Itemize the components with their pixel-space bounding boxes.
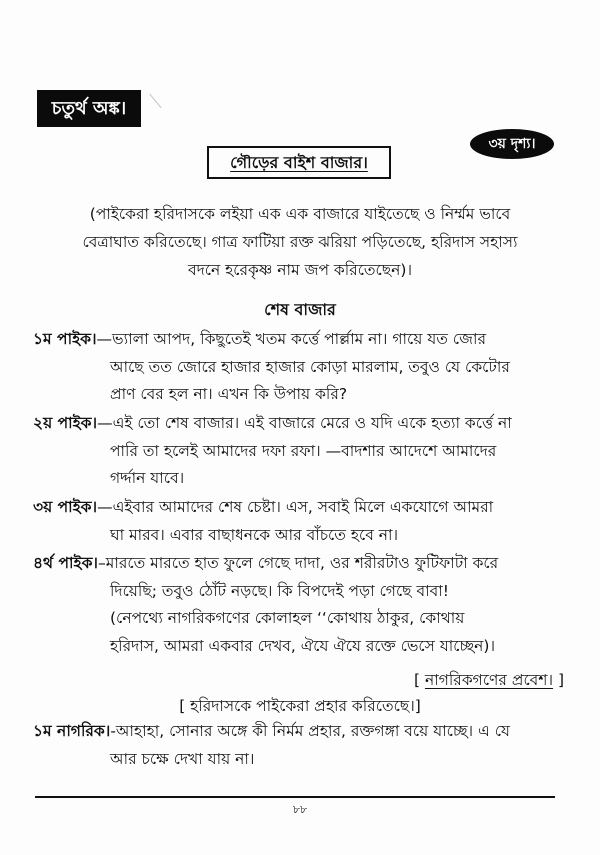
dialogue-first-line	[33, 718, 568, 746]
dash: —	[96, 330, 113, 348]
dialogue-first-line	[33, 550, 568, 578]
speaker-label: ৪র্থ পাইক।	[33, 554, 98, 572]
scene-label: ৩য় দৃশ্য।	[470, 129, 554, 159]
dialogue-continuation: প্রাণ বের হল না। এখন কি উপায় করি?	[110, 385, 348, 403]
dialogue-continuation: আর চক্ষে দেখা যায় না।	[110, 749, 255, 768]
stage-direction-line: বেত্রাঘাত করিতেছে। গাত্র ফাটিয়া রক্ত ঝরিয়া পড়িতেছে, হরিদাস সহাস্য	[82, 233, 518, 251]
scene-title: গৌড়ের বাইশ বাজার।	[230, 153, 368, 172]
dash: –	[97, 554, 106, 572]
bracket-open: [	[413, 671, 425, 689]
dialogue-first-line	[33, 494, 568, 522]
entry-direction-text: নাগরিকগণের প্রবেশ।	[424, 671, 554, 689]
dialogue-text: ভ্যালা আপদ, কিছুতেই খতম কর্ত্তে পার্ল্লাম না। গায়ে যত জোর	[112, 330, 486, 348]
act-label: চতুর্থ অঙ্ক।	[37, 90, 141, 127]
dialogue-first-line	[33, 410, 568, 438]
dialogue-continuation: পারি তা হলেই আমাদের দফা রফা। —বাদশার আদেশে আমাদের	[110, 441, 497, 460]
speaker-label: ২য় পাইক।	[33, 414, 98, 432]
dialogue-block	[33, 494, 568, 549]
footer-divider	[35, 796, 555, 798]
dash: —	[97, 414, 113, 432]
dialogue-block	[33, 326, 568, 409]
bracket-close: ]	[553, 671, 564, 689]
entry-stage-direction	[414, 667, 564, 693]
dash: -	[110, 722, 116, 740]
dialogue-block	[33, 718, 568, 773]
stage-direction	[40, 200, 560, 284]
dash: —	[97, 498, 113, 516]
dialogue-text: মারতে মারতে হাত ফুলে গেছে দাদা, ওর শরীরটাও ফুটিফাটা করে	[105, 554, 499, 572]
speaker-label: ১ম পাইক।	[33, 330, 97, 348]
dialogue-continuation: হরিদাস, আমরা একবার দেখব, ঐযে ঐযে রক্তে ভেসে যাচ্ছেন)।	[110, 636, 495, 655]
dialogue-continuation: ঘা মারব। এবার বাছাধনকে আর বাঁচতে হবে না।	[110, 525, 399, 544]
dialogue-text: এইবার আমাদের শেষ চেষ্টা। এস, সবাই মিলে একযোগে আমরা	[112, 498, 494, 516]
dialogue-continuation: গর্দ্দান যাবে।	[110, 469, 185, 487]
dialogue-block	[33, 550, 568, 660]
scene-title-box	[207, 146, 391, 179]
page-number: ৮৮	[292, 803, 308, 816]
speaker-label: ১ম নাগরিক।	[33, 722, 111, 740]
section-heading: শেষ বাজার	[264, 300, 336, 319]
scan-mark	[149, 94, 161, 108]
dialogue-continuation: (নেপথ্যে নাগরিকগণের কোলাহল ‘‘কোথায় ঠাকুর, কোথায়	[110, 609, 465, 627]
dialogue-text: এই তো শেষ বাজার। এই বাজারে মেরে ও যদি একে হত্যা কর্ত্তে না	[112, 414, 512, 432]
dialogue-continuation: আছে তত জোরে হাজার হাজার কোড়া মারলাম, তবুও যে কেটোর	[110, 357, 510, 376]
dialogue-block	[33, 410, 568, 493]
speaker-label: ৩য় পাইক।	[33, 498, 98, 516]
stage-direction-line: বদনে হরেকৃষ্ণ নাম জপ করিতেছেন)।	[187, 261, 413, 279]
dialogue-first-line	[33, 326, 568, 354]
dialogue-text: আহাহা, সোনার অঙ্গে কী নির্মম প্রহার, রক্তগঙ্গা বয়ে যাচ্ছে। এ যে	[115, 722, 510, 740]
stage-direction-line: (পাইকেরা হরিদাসকে লইয়া এক এক বাজারে যাইতেছে ও নির্ম্মম ভাবে	[89, 205, 511, 223]
action-stage-direction: [ হরিদাসকে পাইকেরা প্রহার করিতেছে।]	[179, 697, 421, 715]
dialogue-continuation: দিয়েছি; তবুও ঠোঁট নড়ছে। কি বিপদেই পড়া গেছে বাবা!	[110, 581, 449, 600]
